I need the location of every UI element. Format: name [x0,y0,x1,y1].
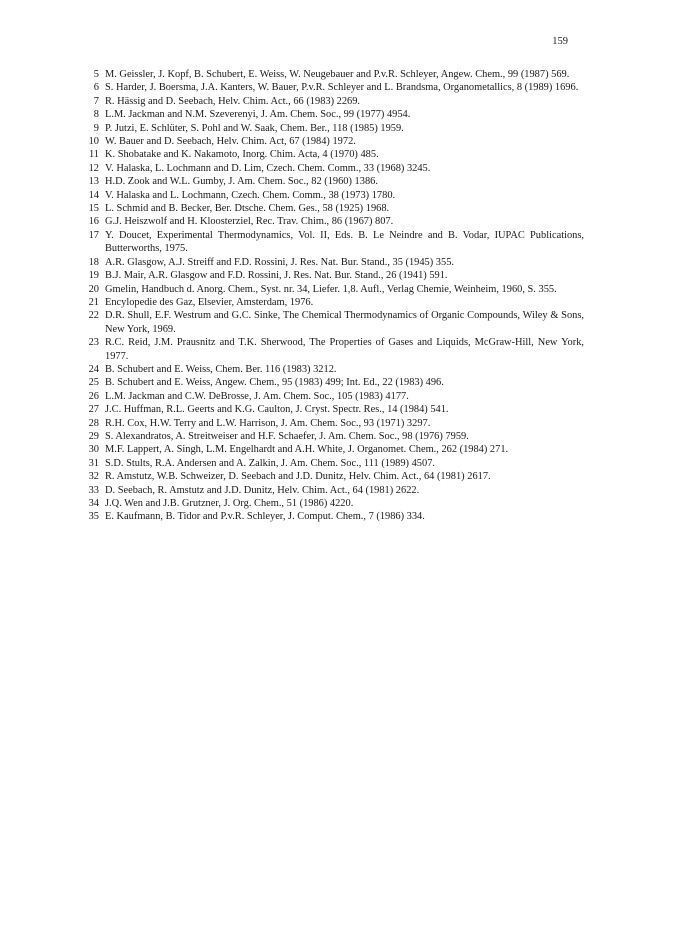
reference-number: 30 [88,444,99,456]
reference-number: 6 [93,82,99,94]
reference-number: 34 [88,498,99,509]
reference-item [84,457,584,470]
reference-list [84,68,584,524]
reference-number: 5 [93,69,99,80]
reference-text: K. Shobatake and K. Nakamoto, Inorg. Chim. Acta, 4 (1970) 485. [105,149,379,161]
reference-item [84,309,584,336]
reference-text: H.D. Zook and W.L. Gumby, J. Am. Chem. Soc., 82 (1960) 1386. [105,176,378,188]
reference-item [84,108,584,121]
reference-item [84,470,584,483]
reference-text: Gmelin, Handbuch d. Anorg. Chem., Syst. nr. 34, Liefer. 1,8. Aufl., Verlag Chemie, Weinheim, 1960, S. 355. [105,283,557,295]
reference-item [84,215,584,228]
reference-number: 22 [88,310,99,322]
reference-text: S. Alexandratos, A. Streitweiser and H.F. Schaefer, J. Am. Chem. Soc., 98 (1976) 7959. [105,430,469,442]
reference-text: S. Harder, J. Boersma, J.A. Kanters, W. Bauer, P.v.R. Schleyer and L. Brandsma, Organometallics, 8 (1989) 1696. [105,82,579,94]
reference-item [84,95,584,108]
reference-number: 15 [88,203,99,215]
reference-item [84,403,584,416]
reference-text: J.Q. Wen and J.B. Grutzner, J. Org. Chem., 51 (1986) 4220. [105,498,354,509]
reference-number: 33 [88,484,99,496]
reference-text: L. Schmid and B. Becker, Ber. Dtsche. Chem. Ges., 58 (1925) 1968. [105,203,390,215]
reference-item [84,510,584,523]
reference-number: 31 [88,457,99,469]
reference-number: 14 [88,189,99,201]
reference-item [84,68,584,81]
reference-text: R. Hässig and D. Seebach, Helv. Chim. Act., 66 (1983) 2269. [105,95,361,107]
reference-item [84,497,584,510]
page-number: 159 [552,36,568,47]
reference-text: B.J. Mair, A.R. Glasgow and F.D. Rossini, J. Res. Nat. Bur. Stand., 26 (1941) 591. [105,270,448,282]
reference-item [84,430,584,443]
reference-text: V. Halaska and L. Lochmann, Czech. Chem. Comm., 38 (1973) 1780. [105,189,396,201]
reference-number: 29 [88,430,99,442]
reference-item [84,484,584,497]
reference-number: 16 [88,216,99,228]
reference-text: B. Schubert and E. Weiss, Angew. Chem., 95 (1983) 499; Int. Ed., 22 (1983) 496. [105,377,444,389]
reference-item [84,443,584,456]
reference-item [84,148,584,161]
reference-text: R. Amstutz, W.B. Schweizer, D. Seebach and J.D. Dunitz, Helv. Chim. Act., 64 (1981) 2617. [105,471,491,483]
reference-item [84,229,584,256]
reference-item [84,175,584,188]
reference-item [84,202,584,215]
reference-item [84,283,584,296]
reference-text: S.D. Stults, R.A. Andersen and A. Zalkin, J. Am. Chem. Soc., 111 (1989) 4507. [105,457,435,469]
reference-number: 8 [93,109,99,121]
reference-text: W. Bauer and D. Seebach, Helv. Chim. Act, 67 (1984) 1972. [105,136,356,148]
reference-number: 21 [88,296,99,308]
reference-item [84,162,584,175]
reference-text: B. Schubert and E. Weiss, Chem. Ber. 116 (1983) 3212. [105,363,337,375]
reference-item [84,256,584,269]
reference-number: 7 [93,95,99,107]
reference-number: 35 [88,511,99,523]
reference-item [84,135,584,148]
reference-item [84,122,584,135]
reference-text: L.M. Jackman and N.M. Szeverenyi, J. Am. Chem. Soc., 99 (1977) 4954. [105,109,411,121]
reference-number: 24 [88,363,99,375]
reference-text: J.C. Huffman, R.L. Geerts and K.G. Caulton, J. Cryst. Spectr. Res., 14 (1984) 541. [105,404,449,416]
reference-number: 26 [88,390,99,402]
reference-number: 17 [88,229,99,241]
reference-item [84,376,584,389]
reference-number: 23 [88,337,99,349]
reference-number: 27 [88,404,99,416]
reference-number: 18 [88,256,99,268]
reference-item [84,81,584,94]
reference-number: 10 [88,136,99,148]
reference-text: P. Jutzi, E. Schlüter, S. Pohl and W. Saak, Chem. Ber., 118 (1985) 1959. [105,122,404,134]
reference-item [84,390,584,403]
reference-text: R.C. Reid, J.M. Prausnitz and T.K. Sherwood, The Properties of Gases and Liquids, McGraw-Hill, New York, 1977. [105,337,584,362]
reference-text: R.H. Cox, H.W. Terry and L.W. Harrison, J. Am. Chem. Soc., 93 (1971) 3297. [105,417,431,429]
reference-text: Encylopedie des Gaz, Elsevier, Amsterdam, 1976. [105,296,314,308]
reference-item [84,296,584,309]
reference-number: 25 [88,377,99,389]
reference-text: D.R. Shull, E.F. Westrum and G.C. Sinke, The Chemical Thermodynamics of Organic Compounds, Wiley & Sons, New York, 1969. [105,310,584,335]
reference-text: E. Kaufmann, B. Tidor and P.v.R. Schleyer, J. Comput. Chem., 7 (1986) 334. [105,511,425,523]
reference-text: Y. Doucet, Experimental Thermodynamics, Vol. II, Eds. B. Le Neindre and B. Vodar, IUPAC Publications, Butterworths, 1975. [105,229,584,255]
reference-item [84,269,584,282]
reference-number: 13 [88,176,99,188]
reference-text: M.F. Lappert, A. Singh, L.M. Engelhardt and A.H. White, J. Organomet. Chem., 262 (1984) 271. [105,444,509,456]
reference-item [84,363,584,376]
reference-item [84,417,584,430]
reference-number: 11 [88,149,99,161]
reference-text: V. Halaska, L. Lochmann and D. Lim, Czech. Chem. Comm., 33 (1968) 3245. [105,162,431,174]
reference-text: G.J. Heiszwolf and H. Kloosterziel, Rec. Trav. Chim., 86 (1967) 807. [105,216,394,228]
reference-text: L.M. Jackman and C.W. DeBrosse, J. Am. Chem. Soc., 105 (1983) 4177. [105,390,409,402]
reference-number: 12 [88,162,99,174]
reference-number: 20 [88,283,99,295]
reference-number: 28 [88,417,99,429]
reference-item [84,189,584,202]
reference-text: D. Seebach, R. Amstutz and J.D. Dunitz, Helv. Chim. Act., 64 (1981) 2622. [105,484,420,496]
reference-text: A.R. Glasgow, A.J. Streiff and F.D. Rossini, J. Res. Nat. Bur. Stand., 35 (1945) 355. [105,256,454,268]
reference-text: M. Geissler, J. Kopf, B. Schubert, E. Weiss, W. Neugebauer and P.v.R. Schleyer, Angew. Chem., 99 (1987) 569. [105,69,570,80]
reference-number: 19 [88,270,99,282]
reference-item [84,336,584,363]
reference-number: 32 [88,471,99,483]
reference-number: 9 [93,122,99,134]
